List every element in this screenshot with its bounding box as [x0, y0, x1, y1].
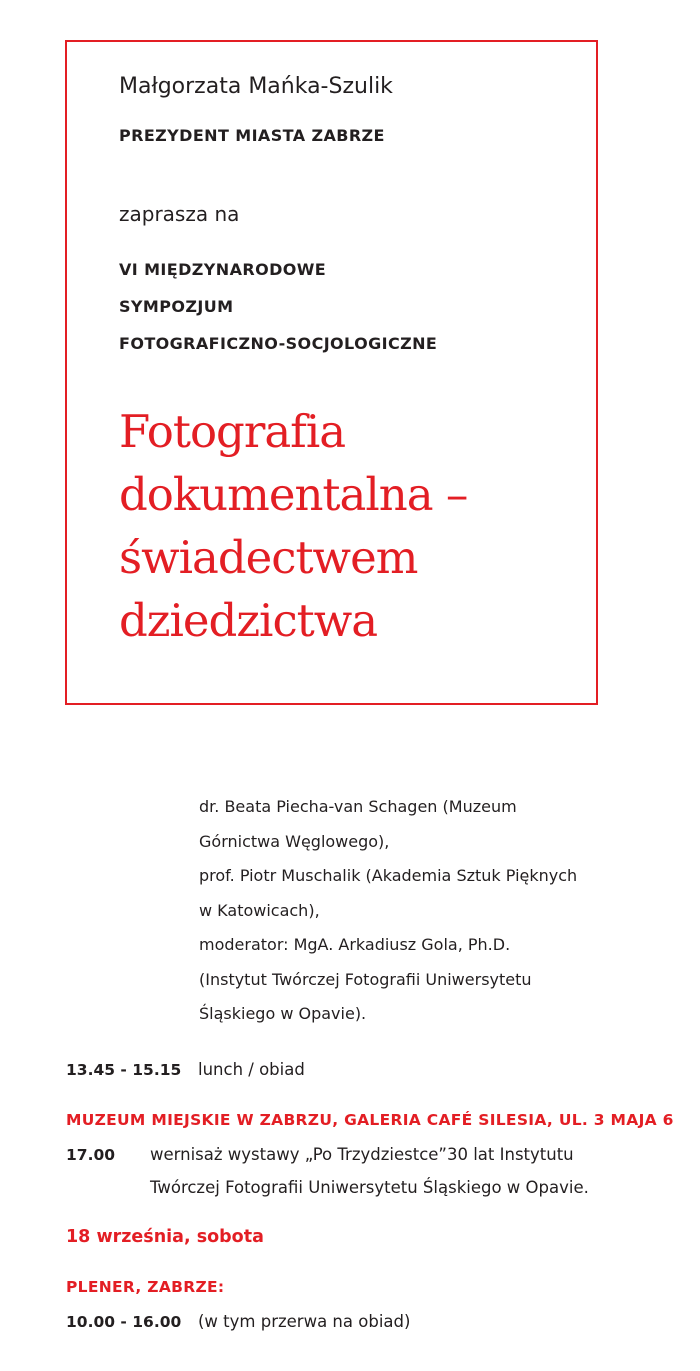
event-line: SYMPOZJUM	[119, 297, 234, 316]
plener-heading: PLENER, ZABRZE:	[66, 1278, 225, 1296]
lunch-time: 13.45 - 15.15	[66, 1061, 182, 1079]
opening-text-line-1: wernisaż wystawy „Po Trzydziestce”30 lat Instytutu	[150, 1145, 574, 1164]
speakers-list	[199, 790, 577, 1032]
author-role: PREZYDENT MIASTA ZABRZE	[119, 126, 385, 145]
speaker-line: Górnictwa Węglowego),	[199, 831, 390, 851]
speaker-line: moderator: MgA. Arkadiusz Gola, Ph.D.	[199, 935, 511, 954]
invites-to: zaprasza na	[119, 202, 240, 226]
title-line: dziedzictwa	[119, 594, 378, 647]
plener-time: 10.00 - 16.00	[66, 1313, 182, 1331]
event-title	[119, 400, 467, 652]
day-heading: 18 września, sobota	[66, 1227, 264, 1247]
speaker-line: prof. Piotr Muschalik (Akademia Sztuk Pięknych	[199, 866, 578, 885]
opening-text-line-2: Twórczej Fotografii Uniwersytetu Śląskiego w Opavie.	[150, 1178, 589, 1197]
event-line: FOTOGRAFICZNO-SOCJOLOGICZNE	[119, 334, 438, 353]
title-line: świadectwem	[119, 531, 418, 584]
speaker-line: w Katowicach),	[199, 900, 320, 920]
plener-text: (w tym przerwa na obiad)	[198, 1312, 411, 1331]
venue-heading: MUZEUM MIEJSKIE W ZABRZU, GALERIA CAFÉ SILESIA, UL. 3 MAJA 6	[66, 1111, 674, 1129]
title-line: Fotografia	[119, 405, 346, 458]
event-line: VI MIĘDZYNARODOWE	[119, 260, 327, 279]
speaker-line: dr. Beata Piecha-van Schagen (Muzeum	[199, 797, 517, 816]
author-name: Małgorzata Mańka-Szulik	[119, 74, 393, 99]
event-name	[119, 251, 437, 362]
speaker-line: Śląskiego w Opavie).	[199, 1004, 367, 1023]
lunch-text: lunch / obiad	[198, 1060, 305, 1079]
opening-time: 17.00	[66, 1146, 116, 1164]
speaker-line: (Instytut Twórczej Fotografii Uniwersytetu	[199, 969, 532, 989]
title-line: dokumentalna –	[119, 468, 468, 521]
